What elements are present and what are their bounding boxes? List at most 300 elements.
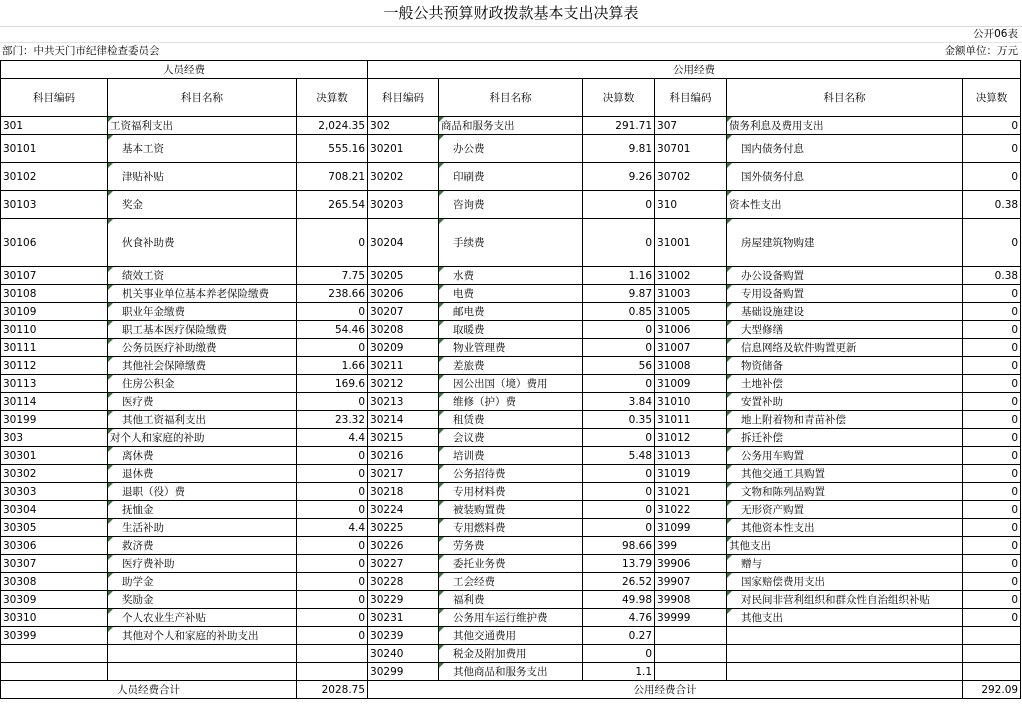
subject-name: 其他对个人和家庭的补助支出 bbox=[108, 627, 297, 645]
amount-value: 26.52 bbox=[583, 573, 655, 591]
amount-value: 4.4 bbox=[297, 519, 368, 537]
table-row bbox=[1, 537, 1021, 555]
table-row bbox=[1, 219, 1021, 267]
subject-code: 31012 bbox=[655, 429, 727, 447]
subject-name: 退职（役）费 bbox=[108, 483, 297, 501]
subject-code: 31019 bbox=[655, 465, 727, 483]
amount-value: 0 bbox=[963, 429, 1021, 447]
subject-name: 差旅费 bbox=[439, 357, 583, 375]
subject-code: 31002 bbox=[655, 267, 727, 285]
public-total-label: 公用经费合计 bbox=[368, 681, 963, 699]
subject-name: 基础设施建设 bbox=[727, 303, 963, 321]
amount-value: 0 bbox=[963, 483, 1021, 501]
subject-code: 30224 bbox=[368, 501, 439, 519]
table-row bbox=[1, 645, 1021, 663]
subject-code: 39907 bbox=[655, 573, 727, 591]
subject-name: 物业管理费 bbox=[439, 339, 583, 357]
subject-code: 31099 bbox=[655, 519, 727, 537]
subject-code: 30103 bbox=[1, 191, 108, 219]
amount-value: 0 bbox=[297, 339, 368, 357]
subject-code: 30218 bbox=[368, 483, 439, 501]
amount-value: 169.6 bbox=[297, 375, 368, 393]
subject-name: 维修（护）费 bbox=[439, 393, 583, 411]
subject-name bbox=[727, 645, 963, 663]
amount-value: 0 bbox=[583, 321, 655, 339]
subject-name: 办公设备购置 bbox=[727, 267, 963, 285]
subject-code: 30113 bbox=[1, 375, 108, 393]
subject-name: 奖励金 bbox=[108, 591, 297, 609]
subject-name: 机关事业单位基本养老保险缴费 bbox=[108, 285, 297, 303]
subject-name: 取暖费 bbox=[439, 321, 583, 339]
subject-code: 30216 bbox=[368, 447, 439, 465]
subject-name: 其他交通工具购置 bbox=[727, 465, 963, 483]
subject-code: 30308 bbox=[1, 573, 108, 591]
subject-code: 30107 bbox=[1, 267, 108, 285]
amount-value: 0 bbox=[297, 609, 368, 627]
amount-value: 0 bbox=[583, 483, 655, 501]
subject-name: 土地补偿 bbox=[727, 375, 963, 393]
subject-code: 30108 bbox=[1, 285, 108, 303]
subject-code: 30199 bbox=[1, 411, 108, 429]
amount-value: 3.84 bbox=[583, 393, 655, 411]
amount-value: 0 bbox=[963, 465, 1021, 483]
table-row bbox=[1, 117, 1021, 135]
subject-code bbox=[655, 627, 727, 645]
table-row bbox=[1, 663, 1021, 681]
table-row bbox=[1, 393, 1021, 411]
subject-code: 30302 bbox=[1, 465, 108, 483]
subject-code: 399 bbox=[655, 537, 727, 555]
amount-value: 56 bbox=[583, 357, 655, 375]
subject-name: 地上附着物和青苗补偿 bbox=[727, 411, 963, 429]
subject-name bbox=[108, 663, 297, 681]
subject-name: 专用燃料费 bbox=[439, 519, 583, 537]
subject-code: 31013 bbox=[655, 447, 727, 465]
subject-code: 39999 bbox=[655, 609, 727, 627]
table-row bbox=[1, 321, 1021, 339]
subject-name: 助学金 bbox=[108, 573, 297, 591]
table-row bbox=[1, 465, 1021, 483]
subject-name: 对个人和家庭的补助 bbox=[108, 429, 297, 447]
subject-code: 30310 bbox=[1, 609, 108, 627]
table-row bbox=[1, 375, 1021, 393]
subject-code: 30110 bbox=[1, 321, 108, 339]
col-header-amount: 决算数 bbox=[963, 79, 1021, 117]
subject-name: 其他支出 bbox=[727, 537, 963, 555]
subject-code: 30307 bbox=[1, 555, 108, 573]
subject-name: 其他支出 bbox=[727, 609, 963, 627]
totals-row bbox=[1, 681, 1021, 699]
amount-value: 0 bbox=[297, 447, 368, 465]
table-row bbox=[1, 429, 1021, 447]
amount-value: 0 bbox=[963, 375, 1021, 393]
subject-name: 国外债务付息 bbox=[727, 163, 963, 191]
subject-name: 救济费 bbox=[108, 537, 297, 555]
amount-value: 13.79 bbox=[583, 555, 655, 573]
subject-name: 房屋建筑物购建 bbox=[727, 219, 963, 267]
subject-code: 30209 bbox=[368, 339, 439, 357]
subject-code: 301 bbox=[1, 117, 108, 135]
amount-value bbox=[297, 663, 368, 681]
amount-value: 0 bbox=[297, 501, 368, 519]
amount-value: 0 bbox=[963, 135, 1021, 163]
subject-code: 30239 bbox=[368, 627, 439, 645]
subject-code: 30112 bbox=[1, 357, 108, 375]
amount-value: 4.76 bbox=[583, 609, 655, 627]
subject-name: 无形资产购置 bbox=[727, 501, 963, 519]
subject-code: 31021 bbox=[655, 483, 727, 501]
section-public: 公用经费 bbox=[368, 61, 1021, 79]
amount-value: 1.16 bbox=[583, 267, 655, 285]
subject-code: 30701 bbox=[655, 135, 727, 163]
subject-code: 30225 bbox=[368, 519, 439, 537]
table-row bbox=[1, 519, 1021, 537]
subject-code: 303 bbox=[1, 429, 108, 447]
subject-code: 31001 bbox=[655, 219, 727, 267]
subject-name: 拆迁补偿 bbox=[727, 429, 963, 447]
amount-value: 0 bbox=[963, 537, 1021, 555]
subject-name: 公务用车运行维护费 bbox=[439, 609, 583, 627]
amount-value: 0 bbox=[963, 447, 1021, 465]
subject-code: 30102 bbox=[1, 163, 108, 191]
subject-code: 302 bbox=[368, 117, 439, 135]
amount-value: 0 bbox=[583, 645, 655, 663]
subject-name: 国内债务付息 bbox=[727, 135, 963, 163]
amount-value: 0 bbox=[583, 339, 655, 357]
subject-code: 31005 bbox=[655, 303, 727, 321]
subject-name bbox=[727, 663, 963, 681]
subject-name: 培训费 bbox=[439, 447, 583, 465]
subject-name: 水费 bbox=[439, 267, 583, 285]
subject-name: 工会经费 bbox=[439, 573, 583, 591]
amount-value: 0 bbox=[963, 573, 1021, 591]
table-row bbox=[1, 501, 1021, 519]
table-row bbox=[1, 357, 1021, 375]
subject-name: 被装购置费 bbox=[439, 501, 583, 519]
subject-code: 31007 bbox=[655, 339, 727, 357]
subject-name: 绩效工资 bbox=[108, 267, 297, 285]
table-row bbox=[1, 411, 1021, 429]
amount-value: 1.66 bbox=[297, 357, 368, 375]
subject-name bbox=[108, 645, 297, 663]
col-header-code: 科目编码 bbox=[368, 79, 439, 117]
subject-code: 30111 bbox=[1, 339, 108, 357]
col-header-code: 科目编码 bbox=[655, 79, 727, 117]
amount-value: 9.87 bbox=[583, 285, 655, 303]
subject-code: 30240 bbox=[368, 645, 439, 663]
subject-name: 离休费 bbox=[108, 447, 297, 465]
amount-value: 0 bbox=[963, 555, 1021, 573]
amount-value bbox=[297, 645, 368, 663]
amount-value: 0 bbox=[583, 191, 655, 219]
subject-code: 31008 bbox=[655, 357, 727, 375]
subject-name: 奖金 bbox=[108, 191, 297, 219]
subject-name: 租赁费 bbox=[439, 411, 583, 429]
subject-code: 30702 bbox=[655, 163, 727, 191]
col-header-name: 科目名称 bbox=[727, 79, 963, 117]
subject-name: 其他资本性支出 bbox=[727, 519, 963, 537]
subject-code: 307 bbox=[655, 117, 727, 135]
subject-code: 30217 bbox=[368, 465, 439, 483]
amount-value: 0 bbox=[297, 219, 368, 267]
subject-name: 福利费 bbox=[439, 591, 583, 609]
subject-code: 30399 bbox=[1, 627, 108, 645]
amount-value: 98.66 bbox=[583, 537, 655, 555]
amount-value: 291.71 bbox=[583, 117, 655, 135]
table-number: 公开06表 bbox=[973, 28, 1018, 40]
amount-value: 0 bbox=[297, 591, 368, 609]
subject-name: 信息网络及软件购置更新 bbox=[727, 339, 963, 357]
amount-value: 0 bbox=[963, 501, 1021, 519]
subject-code: 30304 bbox=[1, 501, 108, 519]
amount-value: 0.85 bbox=[583, 303, 655, 321]
subject-code: 30202 bbox=[368, 163, 439, 191]
amount-value: 0 bbox=[963, 393, 1021, 411]
subject-name: 公务用车购置 bbox=[727, 447, 963, 465]
subject-code: 30206 bbox=[368, 285, 439, 303]
amount-value: 0 bbox=[963, 303, 1021, 321]
table-row bbox=[1, 573, 1021, 591]
subject-code: 31003 bbox=[655, 285, 727, 303]
amount-value: 1.1 bbox=[583, 663, 655, 681]
subject-name: 手续费 bbox=[439, 219, 583, 267]
subject-name: 津贴补贴 bbox=[108, 163, 297, 191]
subject-name: 个人农业生产补贴 bbox=[108, 609, 297, 627]
subject-code: 30299 bbox=[368, 663, 439, 681]
subject-code: 30228 bbox=[368, 573, 439, 591]
amount-value: 0 bbox=[963, 591, 1021, 609]
table-row bbox=[1, 447, 1021, 465]
amount-value: 0 bbox=[963, 519, 1021, 537]
subject-name: 退休费 bbox=[108, 465, 297, 483]
subject-code bbox=[1, 645, 108, 663]
subject-code: 30301 bbox=[1, 447, 108, 465]
table-row bbox=[1, 163, 1021, 191]
amount-value: 0 bbox=[297, 573, 368, 591]
subject-name: 生活补助 bbox=[108, 519, 297, 537]
amount-value: 0 bbox=[963, 117, 1021, 135]
amount-value: 23.32 bbox=[297, 411, 368, 429]
col-header-amount: 决算数 bbox=[297, 79, 368, 117]
subject-code bbox=[1, 663, 108, 681]
subject-name: 物资储备 bbox=[727, 357, 963, 375]
table-row bbox=[1, 591, 1021, 609]
subject-code: 30208 bbox=[368, 321, 439, 339]
subject-code: 30204 bbox=[368, 219, 439, 267]
amount-value bbox=[963, 663, 1021, 681]
subject-code: 310 bbox=[655, 191, 727, 219]
subject-code: 30207 bbox=[368, 303, 439, 321]
amount-value: 2,024.35 bbox=[297, 117, 368, 135]
col-header-name: 科目名称 bbox=[439, 79, 583, 117]
subject-code: 31006 bbox=[655, 321, 727, 339]
amount-value: 0 bbox=[583, 501, 655, 519]
subject-name: 国家赔偿费用支出 bbox=[727, 573, 963, 591]
amount-value: 0 bbox=[963, 321, 1021, 339]
subject-name: 咨询费 bbox=[439, 191, 583, 219]
subject-name: 职业年金缴费 bbox=[108, 303, 297, 321]
subject-code: 31022 bbox=[655, 501, 727, 519]
subject-name: 公务招待费 bbox=[439, 465, 583, 483]
subject-code: 30109 bbox=[1, 303, 108, 321]
subject-code bbox=[655, 645, 727, 663]
subject-code: 30212 bbox=[368, 375, 439, 393]
subject-name: 其他商品和服务支出 bbox=[439, 663, 583, 681]
subject-name: 电费 bbox=[439, 285, 583, 303]
subject-code: 30306 bbox=[1, 537, 108, 555]
subject-code: 31010 bbox=[655, 393, 727, 411]
subject-name: 安置补助 bbox=[727, 393, 963, 411]
public-total-value: 292.09 bbox=[963, 681, 1021, 699]
col-header-name: 科目名称 bbox=[108, 79, 297, 117]
amount-value: 555.16 bbox=[297, 135, 368, 163]
section-header-row bbox=[1, 61, 1021, 79]
subject-name: 专用材料费 bbox=[439, 483, 583, 501]
subject-name: 职工基本医疗保险缴费 bbox=[108, 321, 297, 339]
amount-value: 0 bbox=[297, 393, 368, 411]
subject-code: 31011 bbox=[655, 411, 727, 429]
subject-name: 赠与 bbox=[727, 555, 963, 573]
subject-name: 其他交通费用 bbox=[439, 627, 583, 645]
subject-name: 委托业务费 bbox=[439, 555, 583, 573]
subject-name: 医疗费 bbox=[108, 393, 297, 411]
amount-value: 7.75 bbox=[297, 267, 368, 285]
amount-value: 54.46 bbox=[297, 321, 368, 339]
section-personnel: 人员经费 bbox=[1, 61, 368, 79]
subject-code: 30305 bbox=[1, 519, 108, 537]
table-row bbox=[1, 267, 1021, 285]
subject-name: 其他工资福利支出 bbox=[108, 411, 297, 429]
amount-value: 0 bbox=[297, 303, 368, 321]
amount-value: 265.54 bbox=[297, 191, 368, 219]
amount-value: 0.38 bbox=[963, 191, 1021, 219]
table-row bbox=[1, 303, 1021, 321]
table-row bbox=[1, 555, 1021, 573]
amount-value: 0 bbox=[583, 429, 655, 447]
subject-code: 30231 bbox=[368, 609, 439, 627]
table-row bbox=[1, 285, 1021, 303]
amount-value: 0 bbox=[963, 411, 1021, 429]
amount-value: 0 bbox=[297, 483, 368, 501]
department-label: 部门：中共天门市纪律检查委员会 bbox=[2, 45, 160, 57]
amount-value bbox=[963, 645, 1021, 663]
subject-code: 30303 bbox=[1, 483, 108, 501]
table-row bbox=[1, 191, 1021, 219]
subject-code: 30203 bbox=[368, 191, 439, 219]
subject-name: 工资福利支出 bbox=[108, 117, 297, 135]
amount-value: 5.48 bbox=[583, 447, 655, 465]
amount-value: 9.81 bbox=[583, 135, 655, 163]
amount-value: 0 bbox=[583, 375, 655, 393]
subject-code: 30226 bbox=[368, 537, 439, 555]
amount-value bbox=[963, 627, 1021, 645]
amount-value: 9.26 bbox=[583, 163, 655, 191]
amount-value: 0 bbox=[297, 537, 368, 555]
subject-name: 文物和陈列品购置 bbox=[727, 483, 963, 501]
amount-value: 0 bbox=[297, 627, 368, 645]
table-row bbox=[1, 483, 1021, 501]
amount-value: 0.27 bbox=[583, 627, 655, 645]
subject-code: 30227 bbox=[368, 555, 439, 573]
unit-label: 金额单位：万元 bbox=[944, 45, 1018, 57]
subject-code: 30213 bbox=[368, 393, 439, 411]
table-row bbox=[1, 627, 1021, 645]
subject-name bbox=[727, 627, 963, 645]
subject-name: 会议费 bbox=[439, 429, 583, 447]
subject-code: 30106 bbox=[1, 219, 108, 267]
amount-value: 4.4 bbox=[297, 429, 368, 447]
subject-code: 30201 bbox=[368, 135, 439, 163]
subject-name: 劳务费 bbox=[439, 537, 583, 555]
subject-code: 30309 bbox=[1, 591, 108, 609]
col-header-amount: 决算数 bbox=[583, 79, 655, 117]
amount-value: 0 bbox=[297, 555, 368, 573]
amount-value: 238.66 bbox=[297, 285, 368, 303]
amount-value: 0 bbox=[963, 163, 1021, 191]
subject-name: 伙食补助费 bbox=[108, 219, 297, 267]
table-row bbox=[1, 339, 1021, 357]
subject-name: 办公费 bbox=[439, 135, 583, 163]
subject-name: 对民间非营利组织和群众性自治组织补贴 bbox=[727, 591, 963, 609]
amount-value: 49.98 bbox=[583, 591, 655, 609]
amount-value: 0 bbox=[963, 339, 1021, 357]
column-header-row bbox=[1, 79, 1021, 117]
amount-value: 0 bbox=[963, 609, 1021, 627]
subject-name: 基本工资 bbox=[108, 135, 297, 163]
table-row bbox=[1, 135, 1021, 163]
amount-value: 0 bbox=[963, 219, 1021, 267]
subject-code: 30114 bbox=[1, 393, 108, 411]
subject-name: 医疗费补助 bbox=[108, 555, 297, 573]
subject-code: 39906 bbox=[655, 555, 727, 573]
subject-code: 30229 bbox=[368, 591, 439, 609]
subject-name: 住房公积金 bbox=[108, 375, 297, 393]
subject-code: 30101 bbox=[1, 135, 108, 163]
expenditure-table bbox=[0, 60, 1021, 699]
table-row bbox=[1, 609, 1021, 627]
personnel-total-value: 2028.75 bbox=[297, 681, 368, 699]
subject-code: 39908 bbox=[655, 591, 727, 609]
amount-value: 0 bbox=[297, 465, 368, 483]
subject-code: 30215 bbox=[368, 429, 439, 447]
subject-name: 公务员医疗补助缴费 bbox=[108, 339, 297, 357]
amount-value: 0.38 bbox=[963, 267, 1021, 285]
amount-value: 0 bbox=[583, 519, 655, 537]
amount-value: 708.21 bbox=[297, 163, 368, 191]
subject-code: 30211 bbox=[368, 357, 439, 375]
subject-code: 30205 bbox=[368, 267, 439, 285]
subject-name: 因公出国（境）费用 bbox=[439, 375, 583, 393]
amount-value: 0 bbox=[963, 285, 1021, 303]
subject-code bbox=[655, 663, 727, 681]
subject-name: 其他社会保障缴费 bbox=[108, 357, 297, 375]
personnel-total-label: 人员经费合计 bbox=[1, 681, 297, 699]
subject-name: 大型修缮 bbox=[727, 321, 963, 339]
subject-name: 商品和服务支出 bbox=[439, 117, 583, 135]
subject-name: 债务利息及费用支出 bbox=[727, 117, 963, 135]
subject-name: 邮电费 bbox=[439, 303, 583, 321]
subject-code: 30214 bbox=[368, 411, 439, 429]
amount-value: 0 bbox=[583, 465, 655, 483]
subject-code: 31009 bbox=[655, 375, 727, 393]
subject-name: 资本性支出 bbox=[727, 191, 963, 219]
amount-value: 0 bbox=[963, 357, 1021, 375]
subject-name: 印刷费 bbox=[439, 163, 583, 191]
amount-value: 0 bbox=[583, 219, 655, 267]
subject-name: 税金及附加费用 bbox=[439, 645, 583, 663]
subject-name: 专用设备购置 bbox=[727, 285, 963, 303]
subject-name: 抚恤金 bbox=[108, 501, 297, 519]
